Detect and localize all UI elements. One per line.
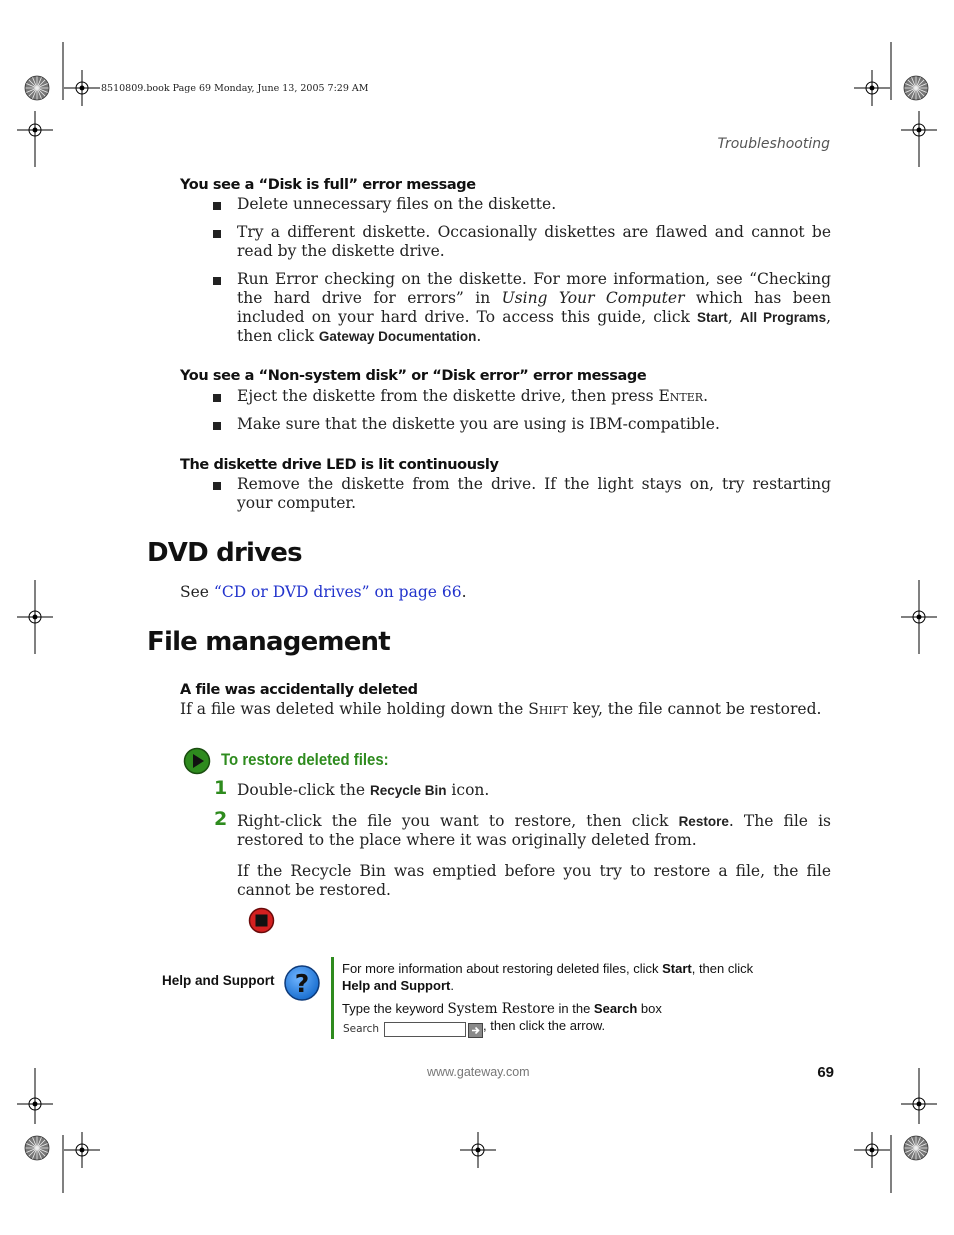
book-title: Using Your Computer [501, 289, 685, 307]
procedure-arrow-icon [183, 747, 211, 775]
disk-full-heading: You see a “Disk is full” error message [180, 177, 476, 193]
running-header: Troubleshooting [717, 136, 830, 152]
bullet-icon [213, 422, 221, 430]
svg-text:?: ? [294, 969, 310, 998]
text: Run Error checking on the diskette. For more information, see “Checking the hard drive for errors” in [237, 270, 831, 307]
cd-dvd-link[interactable]: “CD or DVD drives” on page 66 [213, 583, 462, 601]
help-line-3: , then click the arrow. [483, 1018, 606, 1033]
led-heading: The diskette drive LED is lit continuously [180, 457, 499, 473]
page-number: 69 [817, 1064, 834, 1081]
text: . [461, 583, 467, 601]
help-question-icon [283, 964, 321, 1002]
text: which has been included on your hard drive. To access this guide, click [237, 289, 831, 326]
step-1-text [237, 781, 489, 800]
text: Eject the diskette from the diskette drive, then press [237, 387, 659, 405]
ui-gateway-documentation: Gateway Documentation [318, 329, 477, 344]
deleted-heading: A file was accidentally deleted [180, 682, 418, 698]
led-bullet-1: Remove the diskette from the drive. If the light stays on, try restarting your computer. [237, 475, 831, 512]
recycle-note: If the Recycle Bin was emptied before you try to restore a file, the file cannot be restored. [237, 862, 831, 899]
text: Double-click the [237, 781, 370, 799]
ui-all-programs: All Programs [739, 310, 827, 325]
footer-url: www.gateway.com [427, 1065, 530, 1079]
text: . [703, 387, 709, 405]
help-divider [331, 957, 334, 1039]
help-line-1 [342, 960, 782, 994]
text: Right-click the file you want to restore, then click [237, 812, 679, 830]
search-label: Search [343, 1023, 380, 1035]
step-2-number: 2 [214, 808, 228, 830]
non-system-bullet-1 [237, 387, 831, 406]
search-input[interactable] [384, 1022, 466, 1037]
non-system-bullet-2: Make sure that the diskette you are using is IBM-compatible. [237, 415, 720, 433]
text: in the [554, 1001, 594, 1016]
text: . [476, 327, 482, 345]
text: For more information about restoring deleted files, click [342, 961, 663, 976]
ui-restore: Restore [678, 814, 729, 829]
deleted-paragraph [180, 700, 821, 719]
search-box-illustration [343, 1018, 803, 1039]
text: If a file was deleted while holding down the [180, 700, 529, 718]
ui-help-and-support: Help and Support [342, 978, 451, 993]
bullet-icon [213, 277, 221, 285]
key-shift: Shift [528, 700, 568, 718]
keyword-system-restore: System Restore [447, 1001, 555, 1017]
ui-start: Start [662, 961, 692, 976]
disk-full-bullet-2: Try a different diskette. Occasionally diskettes are flawed and cannot be read by the diskette drive. [237, 223, 831, 260]
arrow-right-icon [469, 1024, 482, 1037]
step-2-text [237, 812, 831, 850]
disk-full-bullet-3 [237, 270, 831, 346]
text: , then click [237, 308, 832, 345]
dvd-title: DVD drives [147, 538, 302, 568]
non-system-heading: You see a “Non-system disk” or “Disk error” error message [180, 368, 647, 384]
step-1-number: 1 [214, 777, 228, 799]
ui-start: Start [697, 310, 728, 325]
help-line-2 [342, 1000, 662, 1018]
bullet-icon [213, 394, 221, 402]
text: , [727, 308, 740, 326]
text: key, the file cannot be restored. [567, 700, 822, 718]
text: Type the keyword [342, 1001, 448, 1016]
book-info: 8510809.book Page 69 Monday, June 13, 2005 7:29 AM [101, 83, 369, 94]
help-label: Help and Support [162, 973, 275, 988]
text: . [450, 978, 454, 993]
search-go-button[interactable] [468, 1023, 483, 1038]
text: . The file is restored to the place where it was originally deleted from. [237, 812, 831, 849]
text: icon. [446, 781, 490, 799]
disk-full-bullet-1: Delete unnecessary files on the diskette. [237, 195, 557, 213]
text: , then click [691, 961, 754, 976]
file-mgmt-title: File management [147, 627, 390, 657]
procedure-title: To restore deleted files: [221, 750, 389, 769]
text: box [637, 1001, 662, 1016]
bullet-icon [213, 230, 221, 238]
bullet-icon [213, 482, 221, 490]
dvd-see [180, 583, 467, 602]
key-enter: Enter [658, 387, 704, 405]
text: See [180, 583, 214, 601]
ui-search: Search [593, 1001, 638, 1016]
bullet-icon [213, 202, 221, 210]
stop-icon [248, 907, 275, 934]
ui-recycle-bin: Recycle Bin [369, 783, 447, 798]
